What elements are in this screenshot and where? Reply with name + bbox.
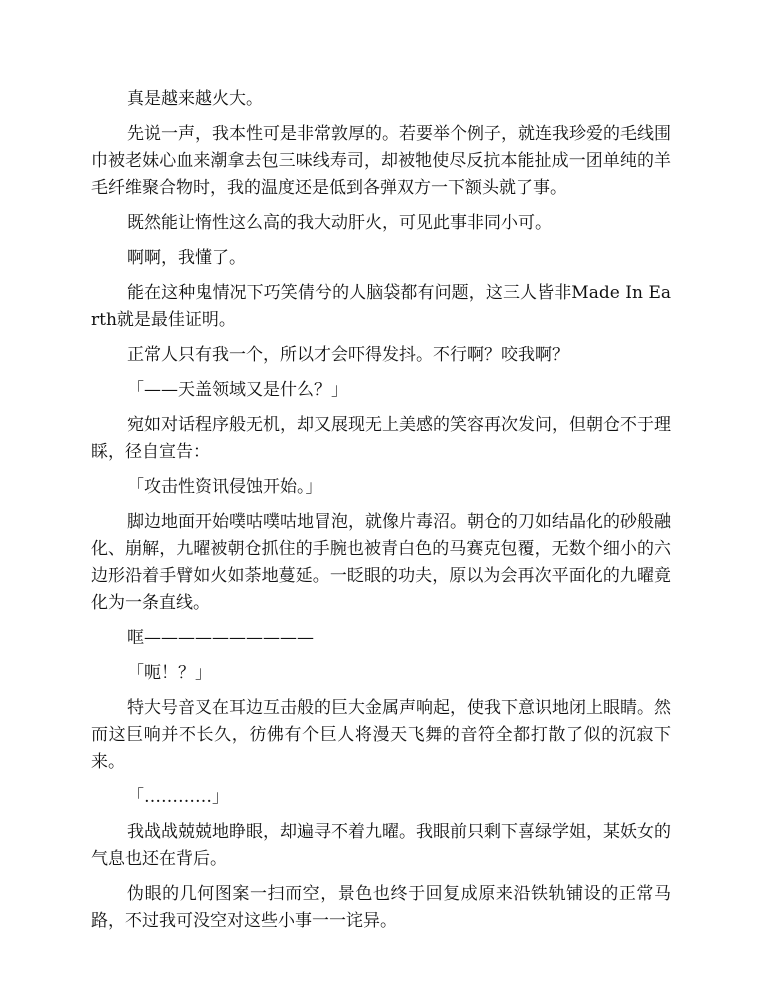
paragraph: 哐—————————— (127, 628, 314, 648)
paragraph: 「攻击性资讯侵蚀开始。」 (127, 477, 323, 497)
paragraph: 正常人只有我一个，所以才会吓得发抖。不行啊？咬我啊？ (127, 345, 569, 365)
paragraph: 「——天盖领域又是什么？」 (127, 380, 348, 400)
document-page (91, 86, 671, 943)
paragraph: 宛如对话程序般无机，却又展现无上美感的笑容再次发问，但朝仓不于理睬，径自宣告： (91, 415, 671, 462)
paragraph: 脚边地面开始噗咕噗咕地冒泡，就像片毒沼。朝仓的刀如结晶化的砂般融化、崩解，九曜被朝仓抓住的手腕也被青白色的马赛克包覆，无数个细小的六边形沿着手臂如火如荼地蔓延。一眨眼的功夫，原以为会再次平面化的九曜竟化为一条直线。 (91, 512, 671, 613)
paragraph: 「呃！？」 (127, 663, 212, 683)
paragraph: 我战战兢兢地睁眼，却遍寻不着九曜。我眼前只剩下喜绿学姐，某妖女的气息也还在背后。 (91, 822, 671, 869)
paragraph: 「…………」 (127, 787, 229, 807)
paragraph: 能在这种鬼情况下巧笑倩兮的人脑袋都有问题，这三人皆非Made In Earth就是最佳证明。 (91, 283, 671, 330)
paragraph: 真是越来越火大。 (127, 89, 263, 109)
paragraph: 先说一声，我本性可是非常敦厚的。若要举个例子，就连我珍爱的毛线围巾被老妹心血来潮拿去包三味线寿司，却被牠使尽反抗本能扯成一团单纯的羊毛纤维聚合物时，我的温度还是低到各弹双方一下额头就了事。 (91, 124, 671, 198)
paragraph: 特大号音叉在耳边互击般的巨大金属声响起，使我下意识地闭上眼睛。然而这巨响并不长久，彷佛有个巨人将漫天飞舞的音符全都打散了似的沉寂下来。 (91, 698, 671, 772)
paragraph: 啊啊，我懂了。 (127, 248, 246, 268)
paragraph: 既然能让惰性这么高的我大动肝火，可见此事非同小可。 (127, 213, 552, 233)
paragraph: 伪眼的几何图案一扫而空，景色也终于回复成原来沿铁轨铺设的正常马路，不过我可没空对这些小事一一诧异。 (91, 884, 671, 931)
